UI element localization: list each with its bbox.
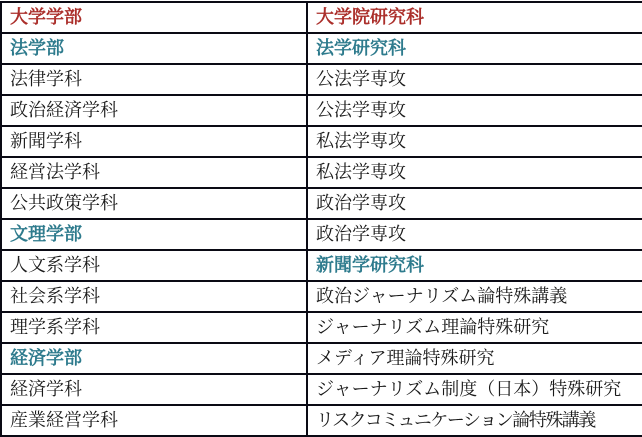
- item-cell: 新聞学科: [1, 126, 307, 157]
- table-row: [1, 281, 642, 312]
- table-row: [1, 405, 642, 436]
- table-row: [1, 343, 642, 374]
- item-cell: 経済学科: [1, 374, 307, 405]
- section-cell: 法学部: [1, 33, 307, 64]
- table-header-row: [1, 2, 642, 33]
- item-cell: ジャーナリズム理論特殊研究: [307, 312, 642, 343]
- item-cell: メディア理論特殊研究: [307, 343, 642, 374]
- column-header-undergraduate: 大学学部: [1, 2, 307, 33]
- column-header-graduate: 大学院研究科: [307, 2, 642, 33]
- page: [0, 1, 642, 430]
- table-row: [1, 33, 642, 64]
- item-cell: 政治経済学科: [1, 95, 307, 126]
- item-cell: 政治学専攻: [307, 188, 642, 219]
- section-cell: 新聞学研究科: [307, 250, 642, 281]
- item-cell: 政治ジャーナリズム論特殊講義: [307, 281, 642, 312]
- item-cell: 産業経営学科: [1, 405, 307, 436]
- item-cell: 経営法学科: [1, 157, 307, 188]
- table-row: [1, 219, 642, 250]
- item-cell: 私法学専攻: [307, 157, 642, 188]
- item-cell: 公共政策学科: [1, 188, 307, 219]
- table-row: [1, 374, 642, 405]
- item-cell: リスクコミュニケーション論特殊講義: [307, 405, 642, 436]
- item-cell: 法律学科: [1, 64, 307, 95]
- item-cell: 私法学専攻: [307, 126, 642, 157]
- table-row: [1, 126, 642, 157]
- item-cell: 公法学専攻: [307, 95, 642, 126]
- item-cell: 社会系学科: [1, 281, 307, 312]
- item-cell: 理学系学科: [1, 312, 307, 343]
- faculty-graduate-table: [0, 1, 642, 437]
- table-body: [1, 2, 642, 436]
- table-row: [1, 95, 642, 126]
- section-cell: 経済学部: [1, 343, 307, 374]
- table-row: [1, 64, 642, 95]
- table-row: [1, 250, 642, 281]
- item-cell: ジャーナリズム制度（日本）特殊研究: [307, 374, 642, 405]
- item-cell: 公法学専攻: [307, 64, 642, 95]
- section-cell: 法学研究科: [307, 33, 642, 64]
- table-row: [1, 312, 642, 343]
- table-row: [1, 188, 642, 219]
- item-cell: 人文系学科: [1, 250, 307, 281]
- section-cell: 文理学部: [1, 219, 307, 250]
- item-cell: 政治学専攻: [307, 219, 642, 250]
- table-row: [1, 157, 642, 188]
